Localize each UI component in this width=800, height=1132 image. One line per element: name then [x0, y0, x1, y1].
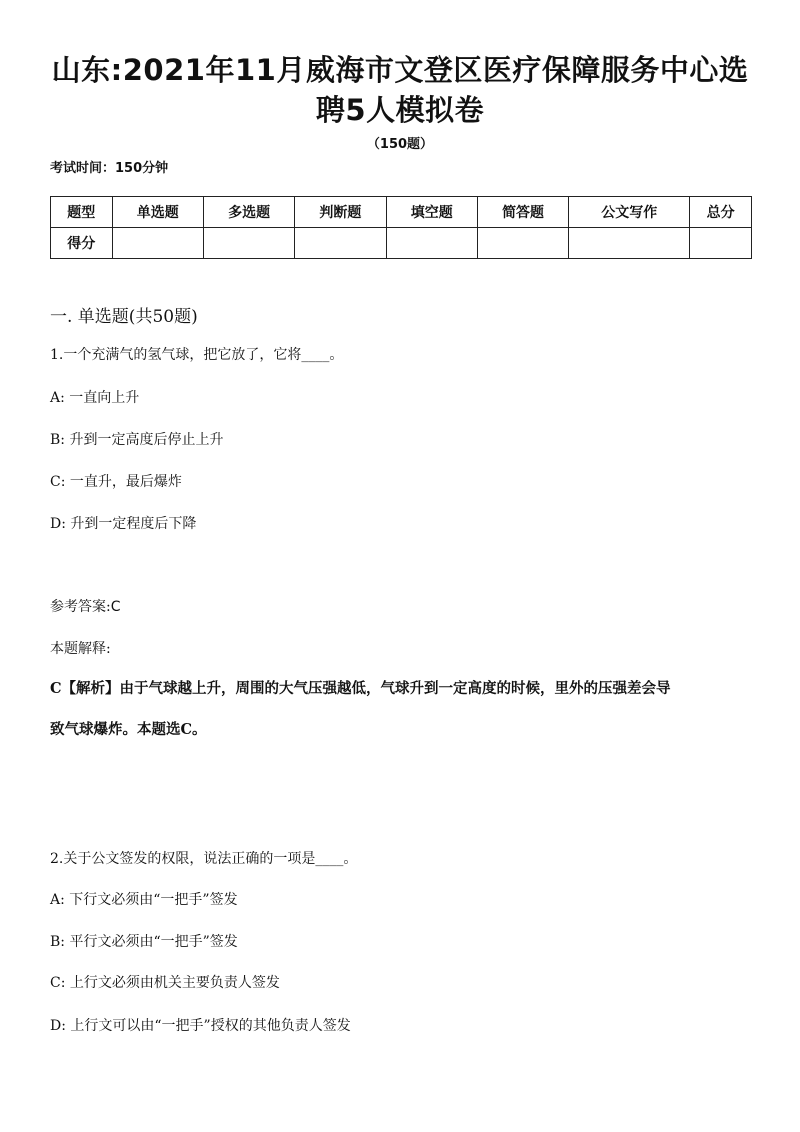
header-cell: 多选题 — [203, 197, 294, 228]
score-cell — [477, 228, 568, 259]
question-1-stem: 1.一个充满气的氢气球，把它放了，它将____。 — [50, 347, 344, 363]
header-cell: 填空题 — [386, 197, 477, 228]
question-2-stem: 2.关于公文签发的权限，说法正确的一项是____。 — [50, 851, 358, 867]
header-cell: 总分 — [690, 197, 752, 228]
question-1-option-c: C: 一直升，最后爆炸 — [50, 474, 182, 490]
score-cell — [386, 228, 477, 259]
header-cell: 判断题 — [295, 197, 386, 228]
answer-line — [50, 596, 121, 616]
exam-time: 考试时间：150分钟 — [50, 161, 169, 176]
score-cell — [112, 228, 203, 259]
question-1-option-d: D: 升到一定程度后下降 — [50, 516, 197, 532]
header-cell: 简答题 — [477, 197, 568, 228]
header-cell: 公文写作 — [569, 197, 690, 228]
question-count: （150题） — [366, 137, 434, 152]
answer-value: C — [110, 599, 121, 615]
question-1-option-b: B: 升到一定高度后停止上升 — [50, 432, 224, 448]
score-cell — [690, 228, 752, 259]
score-cell — [569, 228, 690, 259]
question-2-option-b: B: 平行文必须由“一把手”签发 — [50, 934, 238, 950]
answer-label: 参考答案: — [50, 599, 111, 615]
score-row-label: 得分 — [51, 228, 113, 259]
header-cell: 题型 — [51, 197, 113, 228]
question-2-option-c: C: 上行文必须由机关主要负责人签发 — [50, 975, 280, 991]
page-title-line2: 聘5人模拟卷 — [315, 93, 485, 127]
explanation-label: 本题解释: — [50, 641, 111, 657]
question-2-option-d: D: 上行文可以由“一把手”授权的其他负责人签发 — [50, 1018, 351, 1034]
score-table-score-row — [51, 228, 752, 259]
explanation-line2: 致气球爆炸。本题选C。 — [50, 721, 207, 738]
header-cell: 单选题 — [112, 197, 203, 228]
score-table-header-row — [51, 197, 752, 228]
explanation-line1: C【解析】由于气球越上升，周围的大气压强越低，气球升到一定高度的时候，里外的压强差会导 — [50, 680, 671, 697]
section-title: 一. 单选题(共50题) — [50, 307, 198, 327]
score-cell — [203, 228, 294, 259]
score-table — [50, 196, 752, 259]
question-2-option-a: A: 下行文必须由“一把手”签发 — [50, 892, 238, 908]
page-title-line1: 山东:2021年11月威海市文登区医疗保障服务中心选 — [51, 53, 749, 87]
question-1-option-a: A: 一直向上升 — [50, 390, 140, 406]
score-cell — [295, 228, 386, 259]
